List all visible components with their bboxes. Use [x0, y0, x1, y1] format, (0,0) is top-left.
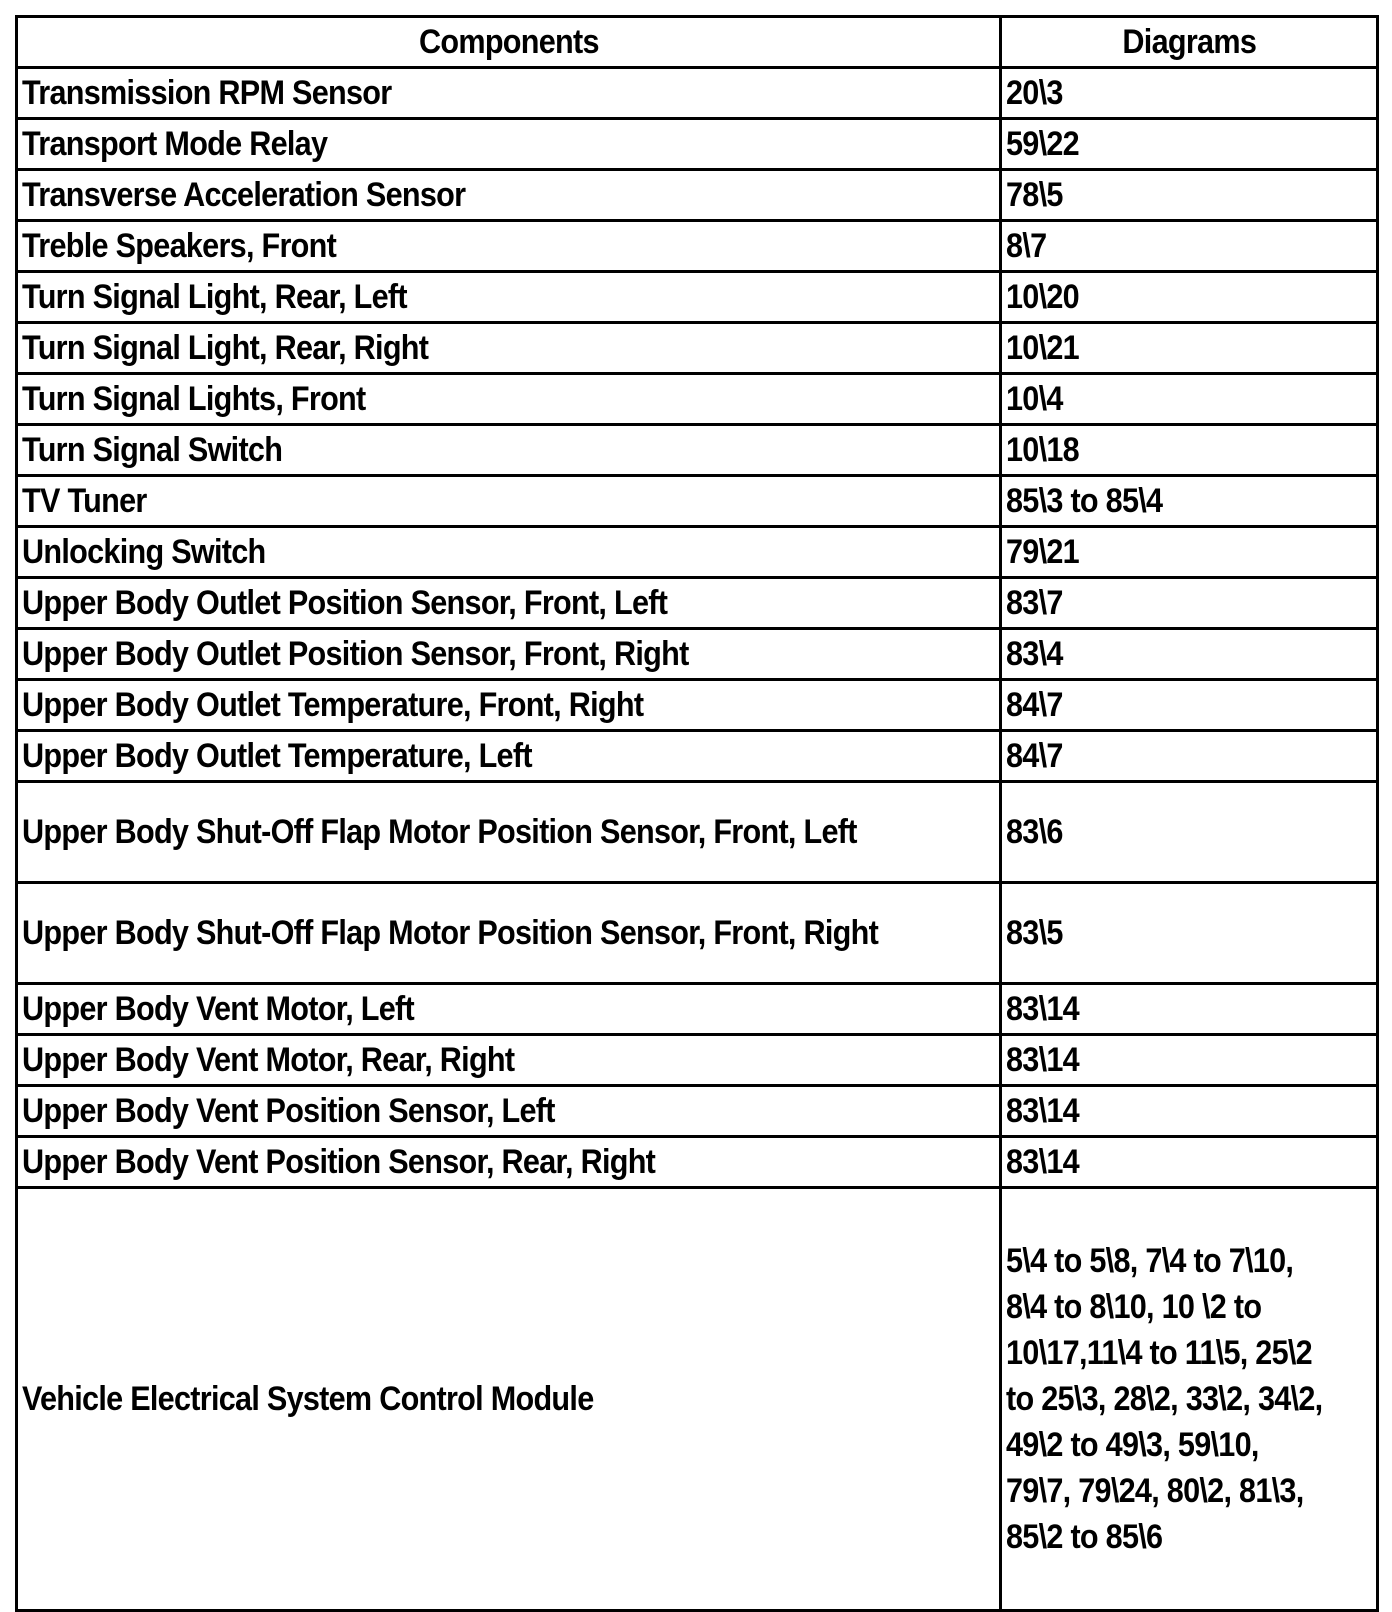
diagram-cell: 78\5 [1001, 170, 1378, 221]
table-row [17, 1086, 1378, 1137]
diagram-cell: 84\7 [1001, 680, 1378, 731]
component-cell: Transverse Acceleration Sensor [17, 170, 1001, 221]
component-cell: Treble Speakers, Front [17, 221, 1001, 272]
diagram-cell: 59\22 [1001, 119, 1378, 170]
header-diagrams [1001, 17, 1378, 68]
component-cell: Turn Signal Lights, Front [17, 374, 1001, 425]
diagram-cell: 83\14 [1001, 1035, 1378, 1086]
table-row [17, 1035, 1378, 1086]
diagram-cell: 5\4 to 5\8, 7\4 to 7\10, 8\4 to 8\10, 10 \2 to 10\17,11\4 to 11\5, 25\2 to 25\3, 28\2, 33\2, 34\2, 49\2 to 49\3, 59\10, 79\7, 79\24, 80\2, 81\3, 85\2 to 85\6 [1001, 1188, 1378, 1611]
component-cell: Upper Body Vent Motor, Left [17, 984, 1001, 1035]
table-row [17, 119, 1378, 170]
component-cell: Transmission RPM Sensor [17, 68, 1001, 119]
component-cell: Upper Body Vent Motor, Rear, Right [17, 1035, 1001, 1086]
table-row [17, 1137, 1378, 1188]
header-diagrams-label: Diagrams [1122, 23, 1256, 61]
header-components-label: Components [418, 23, 599, 61]
diagram-cell: 83\14 [1001, 1137, 1378, 1188]
component-cell: Turn Signal Switch [17, 425, 1001, 476]
table-row [17, 323, 1378, 374]
table-row [17, 476, 1378, 527]
component-cell: TV Tuner [17, 476, 1001, 527]
table-row [17, 68, 1378, 119]
diagram-cell: 83\5 [1001, 883, 1378, 984]
component-cell: Upper Body Outlet Position Sensor, Front, Left [17, 578, 1001, 629]
table-row [17, 782, 1378, 883]
diagram-cell: 83\6 [1001, 782, 1378, 883]
diagram-cell: 83\14 [1001, 1086, 1378, 1137]
component-cell: Vehicle Electrical System Control Module [17, 1188, 1001, 1611]
component-cell: Turn Signal Light, Rear, Left [17, 272, 1001, 323]
diagram-cell: 10\4 [1001, 374, 1378, 425]
table-row [17, 883, 1378, 984]
component-cell: Transport Mode Relay [17, 119, 1001, 170]
table-row [17, 272, 1378, 323]
component-cell: Upper Body Shut-Off Flap Motor Position Sensor, Front, Left [17, 782, 1001, 883]
diagram-cell: 83\14 [1001, 984, 1378, 1035]
component-cell: Unlocking Switch [17, 527, 1001, 578]
diagram-cell: 83\4 [1001, 629, 1378, 680]
component-cell: Upper Body Vent Position Sensor, Left [17, 1086, 1001, 1137]
diagram-cell: 10\20 [1001, 272, 1378, 323]
diagram-cell: 85\3 to 85\4 [1001, 476, 1378, 527]
table-row [17, 425, 1378, 476]
table-row [17, 984, 1378, 1035]
diagram-cell: 10\21 [1001, 323, 1378, 374]
table-row [17, 731, 1378, 782]
diagram-cell: 20\3 [1001, 68, 1378, 119]
table-row [17, 578, 1378, 629]
table-row [17, 527, 1378, 578]
diagram-cell: 84\7 [1001, 731, 1378, 782]
table-row [17, 221, 1378, 272]
component-cell: Turn Signal Light, Rear, Right [17, 323, 1001, 374]
table-row [17, 170, 1378, 221]
table-row [17, 680, 1378, 731]
diagram-cell: 83\7 [1001, 578, 1378, 629]
components-diagrams-table [15, 15, 1379, 1612]
table-row [17, 1188, 1378, 1611]
table-header-row [17, 17, 1378, 68]
header-components [17, 17, 1001, 68]
component-cell: Upper Body Vent Position Sensor, Rear, Right [17, 1137, 1001, 1188]
diagram-cell: 8\7 [1001, 221, 1378, 272]
diagram-cell: 10\18 [1001, 425, 1378, 476]
component-cell: Upper Body Outlet Position Sensor, Front, Right [17, 629, 1001, 680]
table-row [17, 629, 1378, 680]
component-cell: Upper Body Shut-Off Flap Motor Position Sensor, Front, Right [17, 883, 1001, 984]
component-cell: Upper Body Outlet Temperature, Left [17, 731, 1001, 782]
diagram-cell: 79\21 [1001, 527, 1378, 578]
component-cell: Upper Body Outlet Temperature, Front, Right [17, 680, 1001, 731]
table-row [17, 374, 1378, 425]
